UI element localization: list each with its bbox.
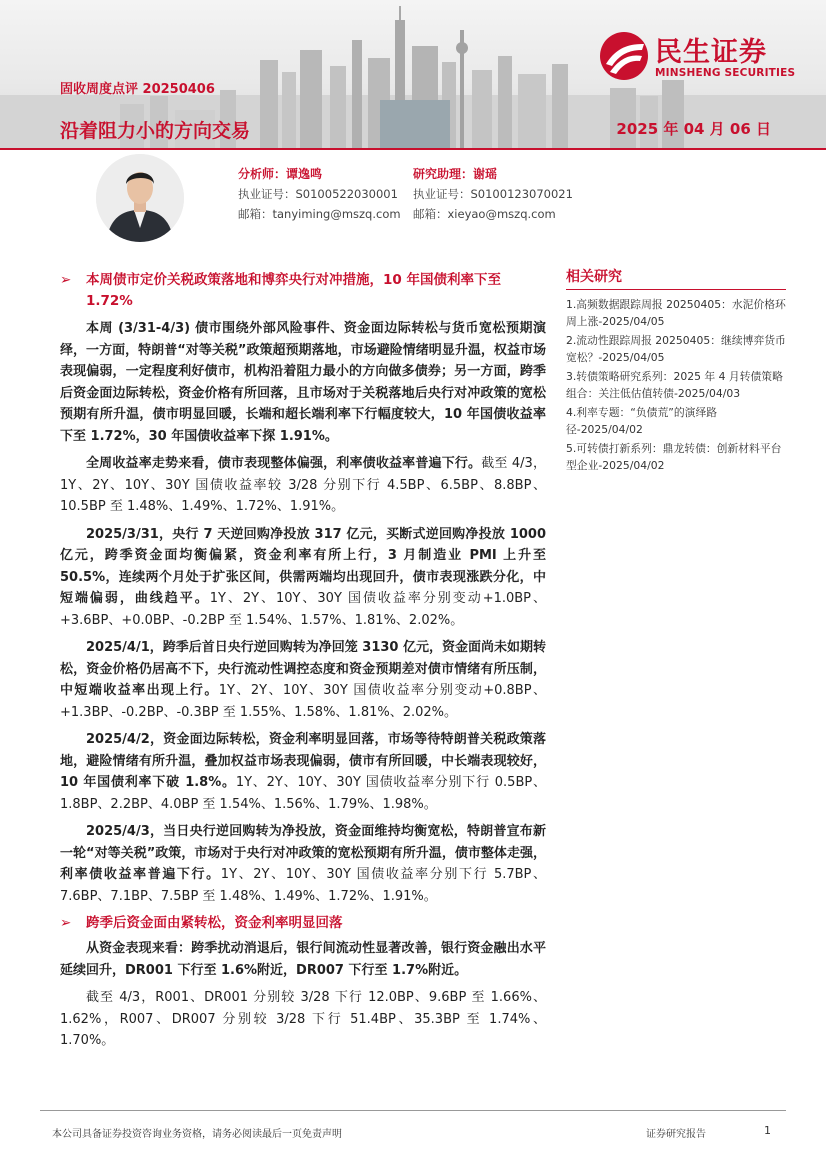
paragraph-funding-rates: 截至 4/3，R001、DR001 分别较 3/28 下行 12.0BP、9.6BP 至 1.66%、1.62%，R007、DR007 分别较 3/28 下行 51.4BP、35.3BP 至 1.74%、1.70%。 [60, 990, 546, 1048]
paragraph-day-0402: 2025/4/2，资金面边际转松，资金利率明显回落，市场等待特朗普关税政策落地，避险情绪有所升温，叠加权益市场表现偏弱，债市有所回暖，中长端表现较好，10 年国债利率下破 1.8%。1Y、2Y、10Y、30Y 国债收益率分别下行 0.5BP、1.8BP、2.2BP、4.0BP 至 1.54%、1.56%、1.79%、1.98%。 [60, 732, 546, 812]
company-logo [598, 30, 808, 84]
paragraph-day-0331: 2025/3/31，央行 7 天逆回购净投放 317 亿元，买断式逆回购净投放 1000 亿元，跨季资金面均衡偏紧，资金利率有所上行，3 月制造业 PMI 上升至 50.5%，连续两个月处于扩张区间，供需两端均出现回升，债市表现涨跌分化，中短端偏弱，曲线趋平。1Y、2Y、10Y、30Y 国债收益率分别变动+1.0BP、+3.6BP、+0.0BP、-0.2BP 至 1.54%、1.57%、1.81%、2.02%。 [60, 526, 546, 628]
section-heading-2-text: 跨季后资金面由紧转松，资金利率明显回落 [86, 915, 343, 931]
logo-english-text: MINSHENG SECURITIES [655, 67, 796, 79]
footer-divider [40, 1110, 786, 1111]
section-heading-1-text: 本周债市定价关税政策落地和博弈央行对冲措施，10 年国债利率下至 1.72% [86, 272, 501, 309]
analyst-portrait-image [96, 154, 184, 242]
section-heading-1 [60, 270, 546, 312]
paragraph-yield-trend: 全周收益率走势来看，债市表现整体偏强，利率债收益率普遍下行。截至 4/3，1Y、2Y、10Y、30Y 国债收益率较 3/28 分别下行 4.5BP、6.5BP、8.8BP、10.5BP 至 1.48%、1.49%、1.72%、1.91%。 [60, 456, 546, 514]
analyst-email[interactable]: 邮箱：tanyiming@mszq.com [238, 207, 401, 221]
main-content [60, 270, 546, 1058]
paragraph-weekly-summary: 本周 (3/31-4/3) 债市围绕外部风险事件、资金面边际转松与货币宽松预期演绎，一方面，特朗普“对等关税”政策超预期落地，市场避险情绪明显升温，权益市场表现偏弱，一定程度利好债市，机构沿着阻力最小的方向做多债券；另一方面，跨季后资金面边际转松，资金价格有所回落，且市场对于关税落地后央行对冲政策的宽松预期有所升温，债市明显回暖，长端和超长端利率下行幅度较大，10 年国债收益率下至 1.72%，30 年国债收益率下探 1.91%。 [60, 321, 546, 444]
related-research-title: 相关研究 [566, 266, 786, 290]
assistant-name: 研究助理：谢瑶 [413, 167, 498, 181]
report-date: 2025 年 04 月 06 日 [616, 120, 771, 138]
related-research-item[interactable]: 4.利率专题：“负债荒”的演绎路径-2025/04/02 [566, 406, 718, 436]
header-banner [0, 0, 826, 150]
report-title: 沿着阻力小的方向交易 [60, 120, 251, 142]
related-research-item[interactable]: 3.转债策略研究系列：2025 年 4 月转债策略组合：关注低估值转债-2025/04/03 [566, 370, 783, 400]
analyst-photo [96, 154, 184, 242]
assistant-email[interactable]: 邮箱：xieyao@mszq.com [413, 207, 556, 221]
analyst-cert-no: 执业证号：S0100522030001 [238, 187, 398, 201]
paragraph-funding-overview: 从资金表现来看：跨季扰动消退后，银行间流动性显著改善，银行资金融出水平延续回升，DR001 下行至 1.6%附近，DR007 下行至 1.7%附近。 [60, 941, 546, 978]
page-number: 1 [764, 1124, 771, 1137]
arrow-bullet-icon: ➢ [60, 272, 72, 288]
related-research-item[interactable]: 5.可转债打新系列：鼎龙转债：创新材料平台型企业-2025/04/02 [566, 442, 782, 472]
footer-report-type: 证券研究报告 [646, 1129, 706, 1140]
paragraph-day-0403: 2025/4/3，当日央行逆回购转为净投放，资金面维持均衡宽松，特朗普宣布新一轮“对等关税”政策，市场对于央行对冲政策的宽松预期有所升温，债市整体走强，利率债收益率普遍下行。1Y、2Y、10Y、30Y 国债收益率分别下行 5.7BP、7.6BP、7.1BP、7.5BP 至 1.48%、1.49%、1.72%、1.91%。 [60, 824, 546, 904]
minsheng-logo-icon [598, 30, 650, 82]
related-research-item[interactable]: 2.流动性跟踪周报 20250405：继续博弈货币宽松？-2025/04/05 [566, 334, 786, 364]
logo-chinese-text: 民生证券 [655, 37, 767, 68]
footer-disclaimer: 本公司具备证券投资咨询业务资格，请务必阅读最后一页免责声明 [52, 1129, 342, 1140]
analyst-name: 分析师：谭逸鸣 [238, 167, 323, 181]
analyst-info [238, 164, 401, 224]
related-research-sidebar [566, 266, 786, 476]
arrow-bullet-icon: ➢ [60, 915, 72, 931]
report-series: 固收周度点评 20250406 [60, 82, 215, 97]
related-research-item[interactable]: 1.高频数据跟踪周报 20250405：水泥价格环周上涨-2025/04/05 [566, 298, 786, 328]
paragraph-day-0401: 2025/4/1，跨季后首日央行逆回购转为净回笼 3130 亿元，资金面尚未如期转松，资金价格仍居高不下，央行流动性调控态度和资金预期差对债市情绪有所压制，中短端收益率出现上行。1Y、2Y、10Y、30Y 国债收益率分别变动+0.8BP、+1.3BP、-0.2BP、-0.3BP 至 1.55%、1.58%、1.81%、2.02%。 [60, 640, 547, 720]
assistant-cert-no: 执业证号：S0100123070021 [413, 187, 573, 201]
section-heading-2 [60, 913, 546, 934]
assistant-info [413, 164, 573, 224]
